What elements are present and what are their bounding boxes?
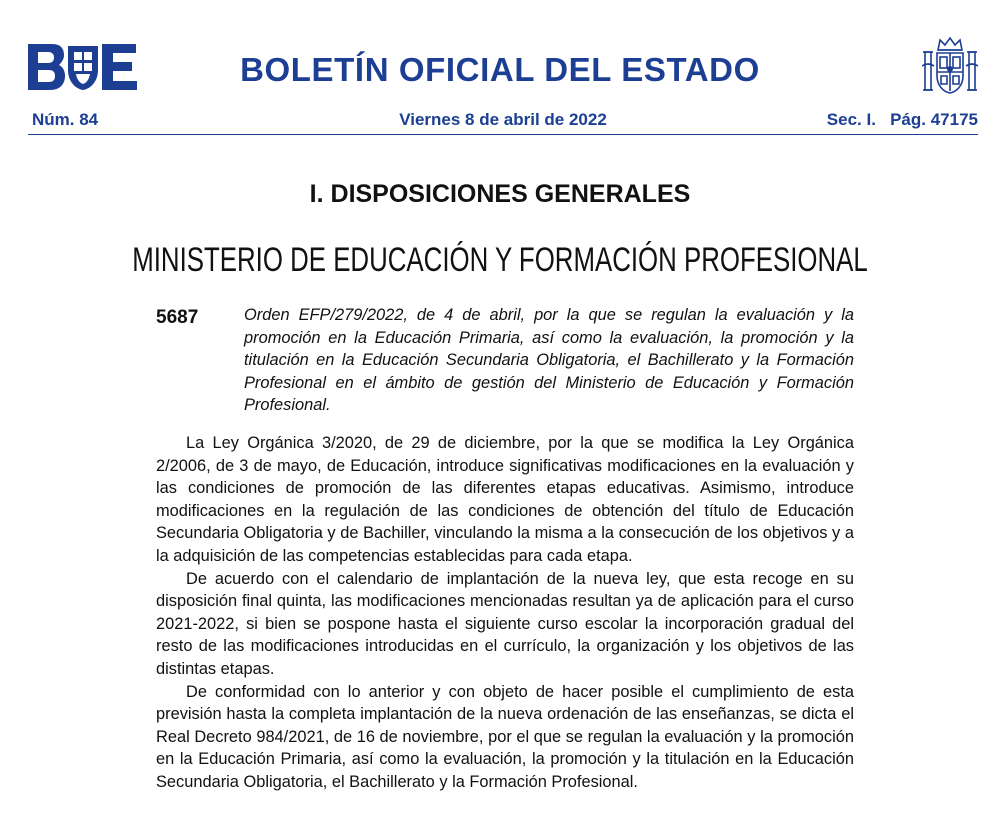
section-heading: I. DISPOSICIONES GENERALES bbox=[309, 180, 691, 208]
issue-date: Viernes 8 de abril de 2022 bbox=[399, 110, 607, 129]
disposition-title: Orden EFP/279/2022, de 4 de abril, por la que se regulan la evaluación y la promoción en la Educación Primaria, así como la evaluación, la promoción y la titulación en la Educación Secundaria Obligatoria, el Bachillerato y la Formación Profesional en el ámbito de gestión del Ministerio de Educación y Formación Profesional. bbox=[244, 306, 854, 415]
publication-title: BOLETÍN OFICIAL DEL ESTADO bbox=[240, 51, 760, 88]
paragraph: La Ley Orgánica 3/2020, de 29 de diciembre, por la que se modifica la Ley Orgánica 2/2006, de 3 de mayo, de Educación, introduce significativas modificaciones en la evaluación y las condiciones de promoción de las diferentes etapas educativas. Asimismo, introduce modificaciones en la regulación de las condiciones de obtención del título de Educación Secundaria Obligatoria y de Bachiller, vinculando la misma a la consecución de los objetivos y a la adquisición de las competencias establecidas para cada etapa. bbox=[156, 434, 854, 565]
coat-of-arms-icon bbox=[922, 36, 978, 96]
paragraph: De acuerdo con el calendario de implantación de la nueva ley, que esta recoge en su disposición final quinta, las modificaciones mencionadas resultan ya de aplicación para el curso 2021-2022, si bien se pospone hasta el siguiente curso escolar la incorporación gradual del resto de las modificaciones introducidas en el currículo, la organización y los objetivos de las distintas etapas. bbox=[156, 569, 854, 678]
disposition-number: 5687 bbox=[156, 307, 199, 328]
issue-number: Núm. 84 bbox=[32, 110, 99, 129]
ministry-heading: MINISTERIO DE EDUCACIÓN Y FORMACIÓN PROFESIONAL bbox=[132, 241, 868, 279]
body-text bbox=[156, 432, 854, 794]
paragraph: De conformidad con lo anterior y con objeto de hacer posible el cumplimiento de esta previsión hasta la completa implantación de la nueva ordenación de las enseñanzas, se dicta el Real Decreto 984/2021, de 16 de noviembre, por el que se regulan la evaluación y la promoción en la Educación Primaria, así como la evaluación, la promoción y la titulación en la Educación Secundaria Obligatoria, el Bachillerato y la Formación Profesional. bbox=[156, 682, 854, 791]
header-rule bbox=[28, 134, 978, 135]
section-page: Sec. I. Pág. 47175 bbox=[826, 110, 978, 129]
meta-row bbox=[28, 109, 978, 131]
